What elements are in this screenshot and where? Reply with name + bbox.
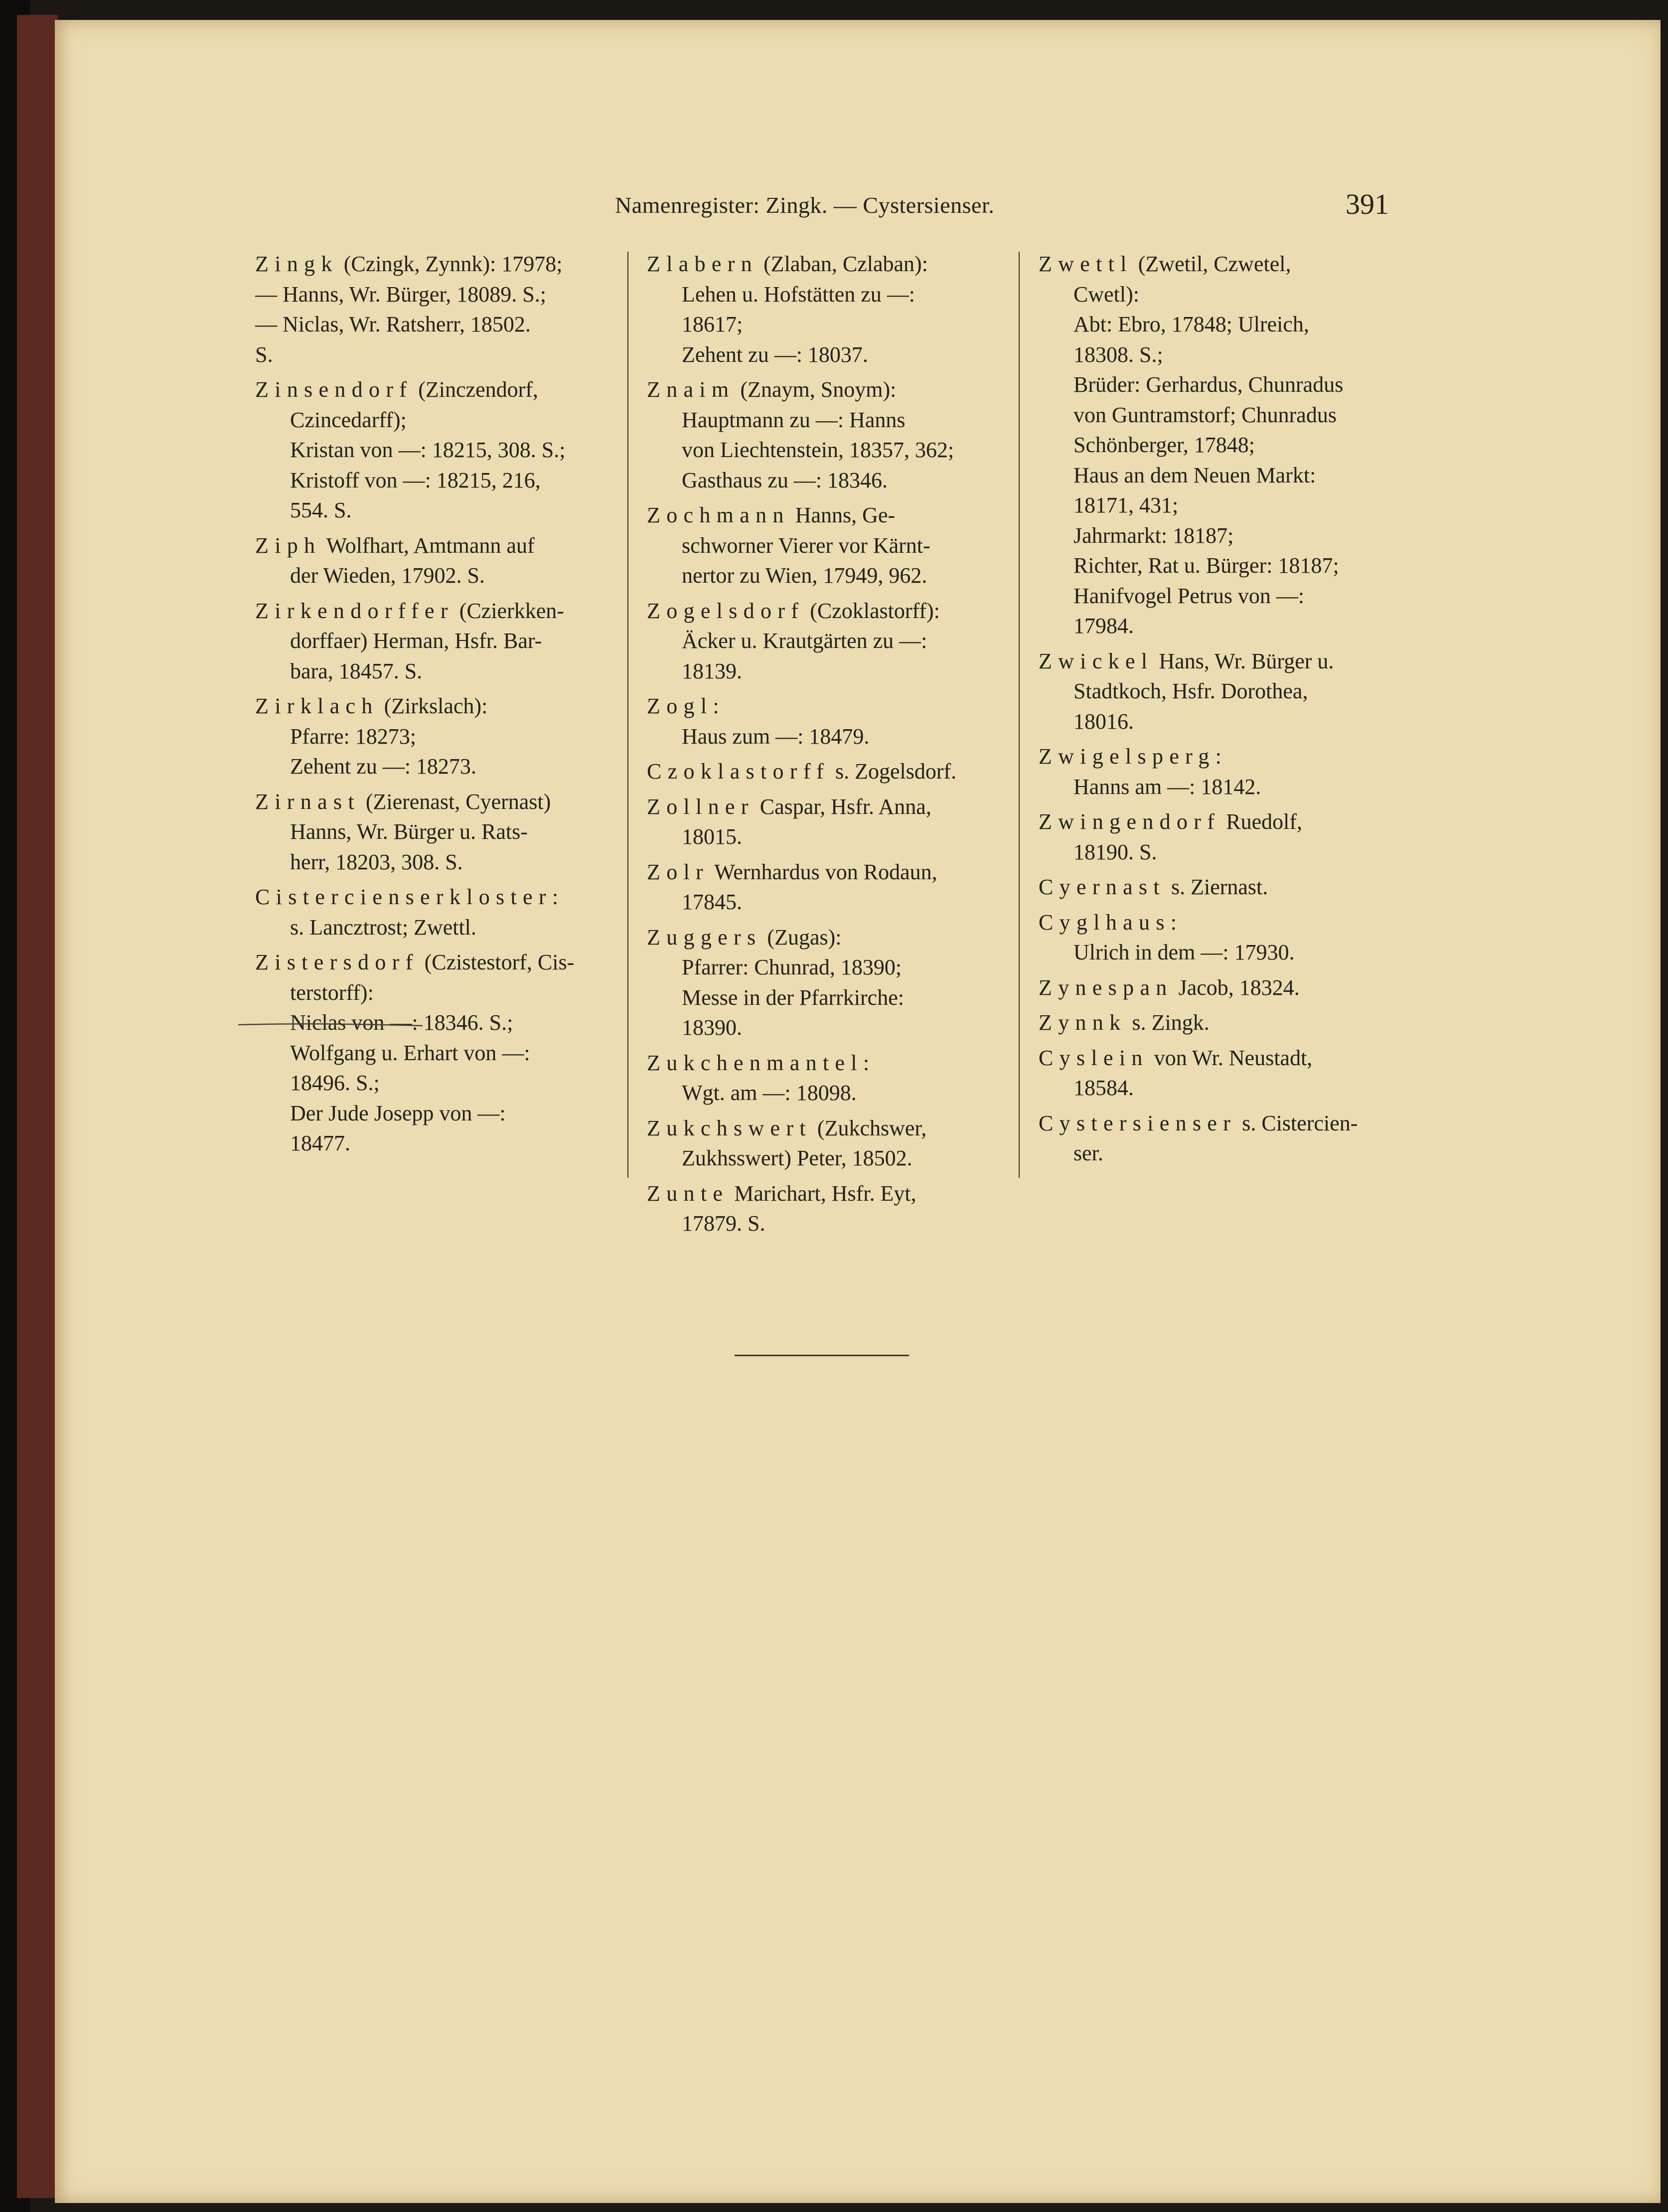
index-entry xyxy=(647,923,998,1043)
headword: Zlabern xyxy=(647,252,758,276)
entry-subline: Niclas von —: 18346. S.; xyxy=(290,1010,513,1035)
entry-subline: Brüder: Gerhardus, Chunradus xyxy=(1073,372,1344,397)
entry-headword-line xyxy=(647,1048,998,1079)
entry-headword-line xyxy=(255,691,608,722)
entry-subline: Gasthaus zu —: 18346. xyxy=(682,468,888,492)
entry-subline: Czincedarff); xyxy=(290,407,407,432)
headword: Cystersienser xyxy=(1039,1110,1237,1135)
index-column-3 xyxy=(1039,249,1393,1174)
headword: Czoklastorff xyxy=(647,759,830,784)
index-entry xyxy=(647,857,998,918)
headword: Zuggers xyxy=(647,925,762,949)
index-entry xyxy=(1039,872,1393,903)
entry-subline: Kristoff von —: 18215, 216, xyxy=(290,468,541,492)
entry-headword-line xyxy=(255,948,608,978)
entry-text: (Zinczendorf, xyxy=(413,377,538,402)
entry-subline: Richter, Rat u. Bürger: 18187; xyxy=(1073,553,1339,578)
index-entry xyxy=(647,691,998,752)
entry-text: Jacob, 18324. xyxy=(1173,975,1300,1000)
headword: Zirklach xyxy=(255,694,379,718)
entry-headword-line xyxy=(1039,973,1393,1003)
entry-subline: 18190. S. xyxy=(1073,839,1157,864)
entry-subline: 18015. xyxy=(682,824,742,849)
entry-subline: Haus zum —: 18479. xyxy=(682,724,870,749)
index-entry xyxy=(1039,249,1393,641)
entry-headword-line xyxy=(255,882,608,913)
entry-headword-line xyxy=(647,249,998,280)
entry-subline: nertor zu Wien, 17949, 962. xyxy=(682,563,927,588)
entry-text: von Wr. Neustadt, xyxy=(1148,1045,1313,1070)
index-entry xyxy=(255,249,608,370)
index-entry xyxy=(1039,807,1393,867)
headword: Zirkendorffer xyxy=(255,598,454,623)
entry-subline: Jahrmarkt: 18187; xyxy=(1073,523,1234,548)
index-entry xyxy=(1039,742,1393,802)
headword: Zukchenmantel: xyxy=(647,1050,876,1075)
entry-headword-line xyxy=(255,596,608,627)
index-entry xyxy=(647,500,998,591)
headword: Zynnk xyxy=(1039,1010,1127,1035)
entry-headword-line xyxy=(647,596,998,627)
entry-subline: schworner Vierer vor Kärnt- xyxy=(682,533,930,558)
entry-headword-line xyxy=(1039,1108,1393,1139)
headword: Cyglhaus: xyxy=(1039,910,1183,935)
entry-subline: Hanns, Wr. Bürger u. Rats- xyxy=(290,819,528,844)
entry-headword-line xyxy=(1039,908,1393,938)
headword: Zukchswert xyxy=(647,1115,812,1140)
entry-text: Marichart, Hsfr. Eyt, xyxy=(729,1181,916,1206)
book-cover-edge xyxy=(17,15,58,2198)
headword: Zwickel xyxy=(1039,648,1154,673)
entry-headword-line xyxy=(647,792,998,822)
headword: Zochmann xyxy=(647,503,790,527)
entry-headword-line xyxy=(255,531,608,561)
entry-headword-line xyxy=(647,923,998,953)
entry-subline: Cwetl): xyxy=(1073,282,1139,307)
headword: Zunte xyxy=(647,1181,729,1206)
entry-subline: Ulrich in dem —: 17930. xyxy=(1073,940,1295,964)
entry-subline: Zukhsswert) Peter, 18502. xyxy=(682,1146,912,1170)
headword: Zwettl xyxy=(1039,252,1133,276)
index-entry xyxy=(647,792,998,852)
pencil-mark xyxy=(238,1023,423,1027)
entry-text: Ruedolf, xyxy=(1220,809,1302,834)
entry-subline: Haus an dem Neuen Markt: xyxy=(1073,463,1316,487)
entry-subline: Wolfgang u. Erhart von —: xyxy=(290,1040,530,1065)
entry-subline: Abt: Ebro, 17848; Ulreich, xyxy=(1073,312,1309,336)
headword: Znaim xyxy=(647,377,735,402)
headword: Cyernast xyxy=(1039,875,1166,899)
entry-subline: Kristan von —: 18215, 308. S.; xyxy=(290,438,566,462)
headword: Zynespan xyxy=(1039,975,1173,1000)
entry-subline: Zehent zu —: 18037. xyxy=(682,342,868,367)
entry-subline: Pfarrer: Chunrad, 18390; xyxy=(682,955,902,979)
entry-subline: Hanns am —: 18142. xyxy=(1073,774,1261,799)
entry-subline: 18584. xyxy=(1073,1076,1134,1100)
entry-subline: 17984. xyxy=(1073,614,1134,638)
headword: Cistercienserkloster: xyxy=(255,885,565,909)
entry-subline: Wgt. am —: 18098. xyxy=(682,1081,857,1105)
headword: Ziph xyxy=(255,533,321,558)
entry-subline: herr, 18203, 308. S. xyxy=(290,849,463,874)
entry-text: (Czierkken- xyxy=(454,598,564,623)
entry-subline: Äcker u. Krautgärten zu —: xyxy=(682,629,927,653)
headword: Zwingendorf xyxy=(1039,809,1221,834)
index-entry xyxy=(647,1048,998,1108)
entry-subline: dorffaer) Herman, Hsfr. Bar- xyxy=(290,629,542,653)
entry-headword-line xyxy=(647,857,998,888)
entry-headword-line xyxy=(255,375,608,405)
entry-subline: Zehent zu —: 18273. xyxy=(290,754,476,779)
index-entry xyxy=(1039,908,1393,968)
index-entry xyxy=(255,596,608,687)
entry-subline: 17845. xyxy=(682,890,742,914)
column-rule xyxy=(1019,252,1020,1178)
index-entry xyxy=(255,787,608,878)
headword: Zogl: xyxy=(647,694,725,718)
index-entry xyxy=(1039,1043,1393,1104)
entry-text: s. Cistercien- xyxy=(1236,1110,1358,1135)
entry-subline: 18390. xyxy=(682,1015,742,1040)
entry-text: Hans, Wr. Bürger u. xyxy=(1153,648,1334,673)
index-entry xyxy=(255,375,608,526)
entry-subline: Hauptmann zu —: Hanns xyxy=(682,407,906,432)
index-entry xyxy=(647,375,998,495)
entry-headword-line xyxy=(1039,249,1393,280)
entry-headword-line xyxy=(1039,872,1393,903)
entry-headword-line xyxy=(255,249,608,280)
index-entry xyxy=(1039,646,1393,737)
entry-subline: Stadtkoch, Hsfr. Dorothea, xyxy=(1073,679,1308,703)
entry-text: (Czoklastorff): xyxy=(804,598,940,623)
entry-subline: s. Lancztrost; Zwettl. xyxy=(290,915,476,940)
entry-headword-line xyxy=(1039,742,1393,772)
entry-text: (Zlaban, Czlaban): xyxy=(758,252,928,276)
entry-text: Hanns, Ge- xyxy=(789,503,896,527)
entry-text: s. Zogelsdorf. xyxy=(829,759,957,784)
headword: Zogelsdorf xyxy=(647,598,805,623)
index-entry xyxy=(647,249,998,370)
entry-text: (Zwetil, Czwetel, xyxy=(1132,252,1291,276)
headword: Zwigelsperg: xyxy=(1039,744,1228,769)
entry-text: Wolfhart, Amtmann auf xyxy=(321,533,535,558)
entry-subline: von Liechtenstein, 18357, 362; xyxy=(682,438,954,462)
entry-text: s. Ziernast. xyxy=(1165,875,1268,899)
entry-text: Wernhardus von Rodaun, xyxy=(709,859,937,884)
index-entry xyxy=(1039,1108,1393,1169)
entry-subline: Messe in der Pfarrkirche: xyxy=(682,985,904,1010)
index-entry xyxy=(647,1179,998,1239)
entry-subline: 554. S. xyxy=(290,498,352,522)
entry-subline: Hanifvogel Petrus von —: xyxy=(1073,583,1305,608)
entry-subline: bara, 18457. S. xyxy=(290,658,423,683)
headword: Zollner xyxy=(647,794,755,819)
entry-text: (Zierenast, Cyernast) xyxy=(360,789,551,814)
entry-headword-line xyxy=(647,691,998,722)
entry-headword-line xyxy=(647,1113,998,1144)
index-column-2 xyxy=(647,249,998,1244)
entry-headword-line xyxy=(255,787,608,817)
entry-subline: 17879. S. xyxy=(682,1211,765,1236)
entry-text: (Zirkslach): xyxy=(378,694,488,718)
entry-subline: terstorff): xyxy=(290,980,374,1005)
entry-subline: Pfarre: 18273; xyxy=(290,724,416,749)
entry-subline: Lehen u. Hofstätten zu —: xyxy=(682,282,915,307)
entry-subline: 18139. xyxy=(682,658,742,683)
running-title: Namenregister: Zingk. — Cystersienser. xyxy=(615,192,995,218)
entry-subline: Der Jude Josepp von —: xyxy=(290,1101,506,1125)
headword: Cyslein xyxy=(1039,1045,1149,1070)
page-number: 391 xyxy=(1346,188,1389,220)
entry-text: (Czingk, Zynnk): 17978; xyxy=(338,252,563,276)
entry-subline: von Guntramstorf; Chunradus xyxy=(1073,402,1337,427)
entry-headword-line xyxy=(647,757,998,787)
entry-text: (Czistestorf, Cis- xyxy=(419,950,575,974)
entry-headword-line xyxy=(1039,807,1393,837)
entry-text: (Zugas): xyxy=(761,925,842,949)
entry-subline: 18016. xyxy=(1073,709,1134,734)
index-entry xyxy=(255,691,608,782)
entry-text: (Znaym, Snoym): xyxy=(735,377,897,402)
entry-headword-line xyxy=(647,375,998,405)
entry-text: s. Zingk. xyxy=(1126,1010,1210,1035)
entry-headword-line xyxy=(647,500,998,531)
entry-headword-line xyxy=(1039,1043,1393,1074)
entry-subline: 18477. xyxy=(290,1131,350,1155)
index-entry xyxy=(255,948,608,1159)
index-entry xyxy=(255,531,608,591)
index-entry xyxy=(255,882,608,943)
entry-subline: 18171, 431; xyxy=(1073,493,1179,517)
entry-text: Caspar, Hsfr. Anna, xyxy=(754,794,931,819)
entry-line: — Niclas, Wr. Ratsherr, 18502. xyxy=(255,312,531,336)
entry-headword-line xyxy=(1039,1008,1393,1038)
entry-line: S. xyxy=(255,342,273,367)
headword: Zistersdorf xyxy=(255,950,419,974)
headword: Zingk xyxy=(255,252,338,276)
column-rule xyxy=(627,252,628,1178)
headword: Zolr xyxy=(647,859,710,884)
entry-subline: 18496. S.; xyxy=(290,1071,380,1095)
entry-subline: 18308. S.; xyxy=(1073,342,1163,367)
index-entry xyxy=(647,757,998,787)
headword: Zinsendorf xyxy=(255,377,413,402)
entry-subline: der Wieden, 17902. S. xyxy=(290,563,485,588)
entry-headword-line xyxy=(1039,646,1393,677)
index-entry xyxy=(1039,1008,1393,1038)
index-entry xyxy=(1039,973,1393,1003)
entry-subline: 18617; xyxy=(682,312,743,336)
entry-headword-line xyxy=(647,1179,998,1209)
entry-subline: Schönberger, 17848; xyxy=(1073,433,1255,457)
entry-subline: ser. xyxy=(1073,1141,1103,1165)
index-entry xyxy=(647,596,998,687)
index-entry xyxy=(647,1113,998,1174)
end-rule xyxy=(735,1355,909,1356)
entry-text: (Zukchswer, xyxy=(811,1115,927,1140)
headword: Zirnast xyxy=(255,789,360,814)
entry-line: — Hanns, Wr. Bürger, 18089. S.; xyxy=(255,282,546,307)
